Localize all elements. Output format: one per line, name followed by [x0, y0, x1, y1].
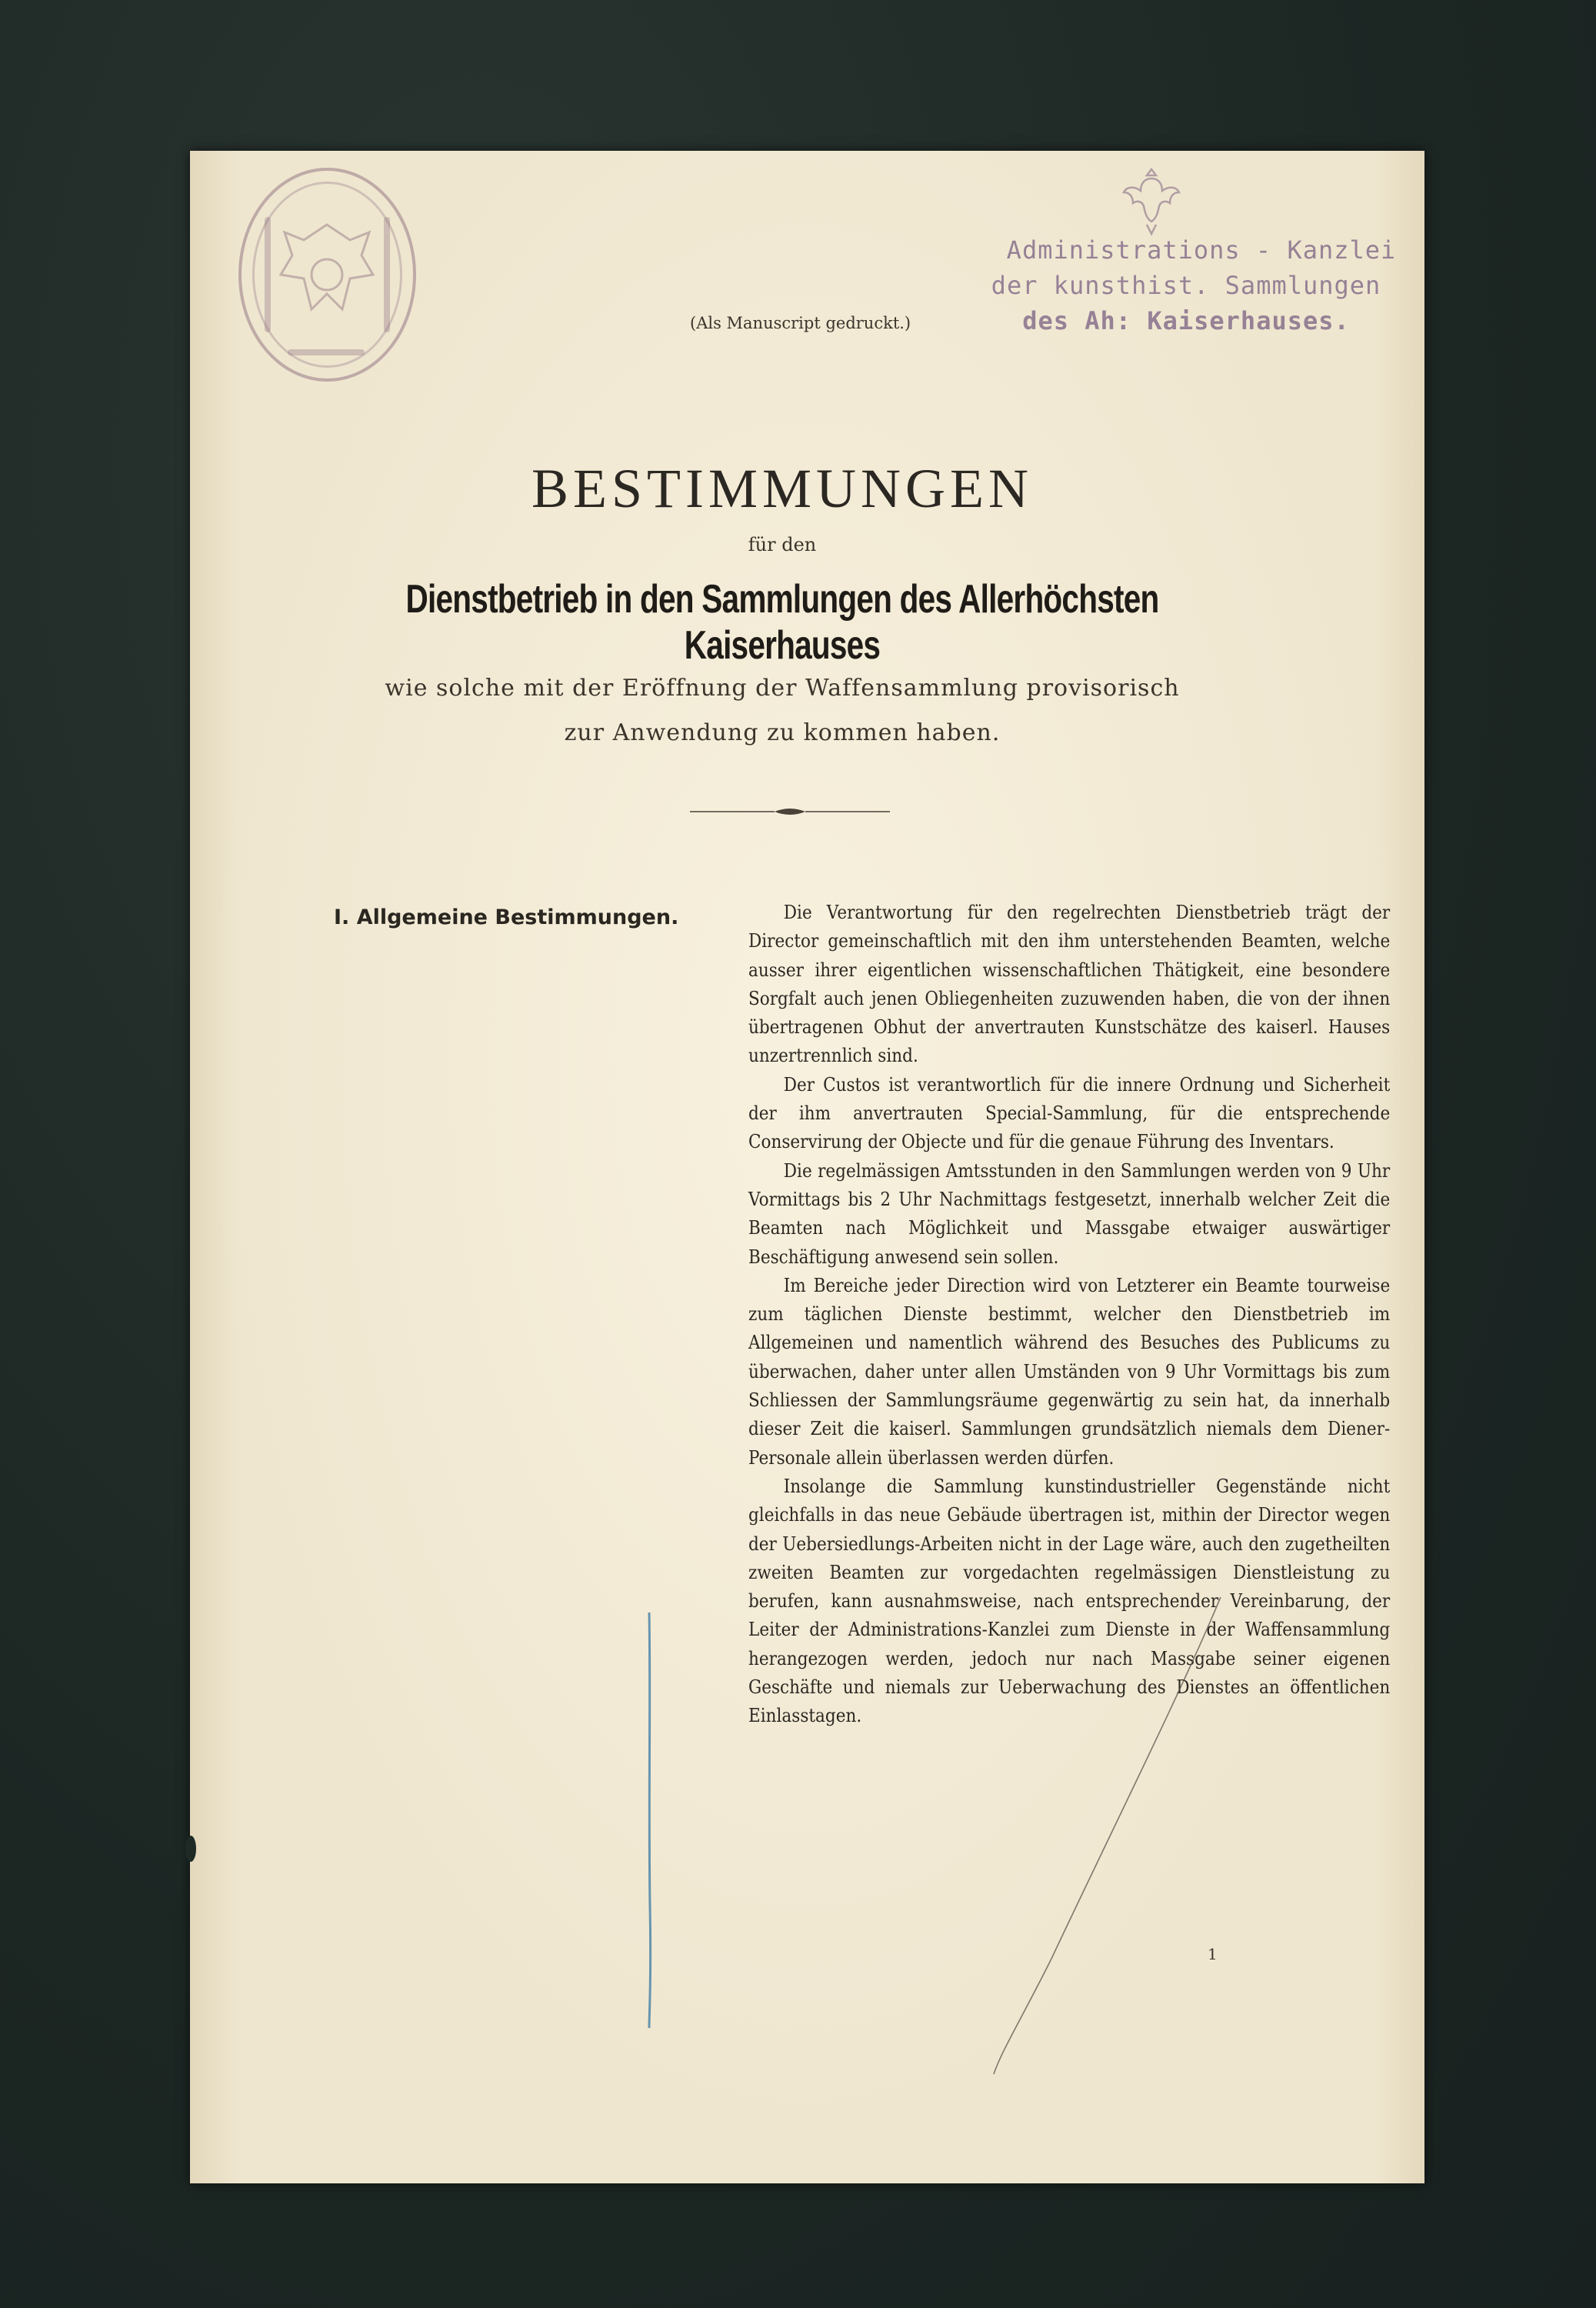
blue-pencil-line	[649, 1613, 651, 2028]
page-number: 1	[1208, 1945, 1218, 1963]
section-heading: I. Allgemeine Bestimmungen.	[334, 906, 679, 929]
stamp-line-1: Administrations - Kanzlei	[1006, 235, 1397, 265]
body-paragraph: Der Custos ist verantwortlich für die innere Ordnung und Sicherheit der ihm anvertrauten Special-Sammlung, für die entsprechende Conservirung der Objecte und für die genaue Führung des Inventars.	[748, 1072, 1391, 1153]
manuscript-note: (Als Manuscript gedruckt.)	[690, 314, 911, 332]
stamp-line-3: des Ah: Kaiserhauses.	[1022, 306, 1350, 335]
page-title: BESTIMMUNGEN	[531, 458, 1033, 519]
document-page	[190, 151, 1424, 2183]
description-line-2: zur Anwendung zu kommen haben.	[564, 719, 1001, 746]
pencil-strike-line	[994, 1597, 1221, 2074]
handwritten-marks	[190, 151, 1424, 2183]
title-connector: für den	[748, 534, 817, 555]
stamp-line-2: der kunsthist. Sammlungen	[991, 271, 1381, 300]
body-paragraph: Insolange die Sammlung kunstindustrieller Gegenstände nicht gleichfalls in das neue Gebäude übertragen ist, mithin der Director wegen der Uebersiedlungs-Arbeiten nicht in der Lage wäre, auch den zugetheilten zweiten Beamten zur vorgedachten regelmässigen Dienstleistung zu berufen, kann ausnahmsweise, nach entsprechender Vereinbarung, der Leiter der Administrations-Kanzlei zum Dienste in der Waffensammlung herangezogen werden, jedoch nur nach Massgabe seiner eigenen Geschäfte und niemals zur Ueberwachung des Dienstes an öffentlichen Einlasstagen.	[748, 1474, 1391, 1727]
description-line-1: wie solche mit der Eröffnung der Waffensammlung provisorisch	[385, 675, 1180, 702]
body-paragraph: Die Verantwortung für den regelrechten Dienstbetrieb trägt der Director gemeinschaftlich mit den ihm unterstehenden Beamten, welche ausser ihrer eigentlichen wissenschaftlichen Thätigkeit, eine besondere Sorgfalt auch jenen Obliegenheiten zuzuwenden haben, die von der ihnen übertragenen Obhut der anvertrauten Kunstschätze des kaiserl. Hauses unzertrennlich sind.	[748, 901, 1391, 1067]
page-subtitle: Dienstbetrieb in den Sammlungen des Allerhöchsten Kaiserhauses	[405, 577, 1159, 668]
body-paragraph: Die regelmässigen Amtsstunden in den Sammlungen werden von 9 Uhr Vormittags bis 2 Uhr Nachmittags festgesetzt, innerhalb welcher Zeit die Beamten nach Möglichkeit und Massgabe etwaiger auswärtiger Beschäftigung anwesend sein sollen.	[748, 1159, 1391, 1268]
body-paragraph: Im Bereiche jeder Direction wird von Letzterer ein Beamte tourweise zum täglichen Dienste bestimmt, welcher den Dienstbetrieb im Allgemeinen und namentlich während des Besuches des Publicums zu überwachen, daher unter allen Umständen von 9 Uhr Vormittags bis zum Schliessen der Sammlungsräume gegenwärtig zu sein hat, da innerhalb dieser Zeit die kaiserl. Sammlungen grundsätzlich niemals dem Diener-Personale allein überlassen werden dürfen.	[748, 1273, 1391, 1469]
